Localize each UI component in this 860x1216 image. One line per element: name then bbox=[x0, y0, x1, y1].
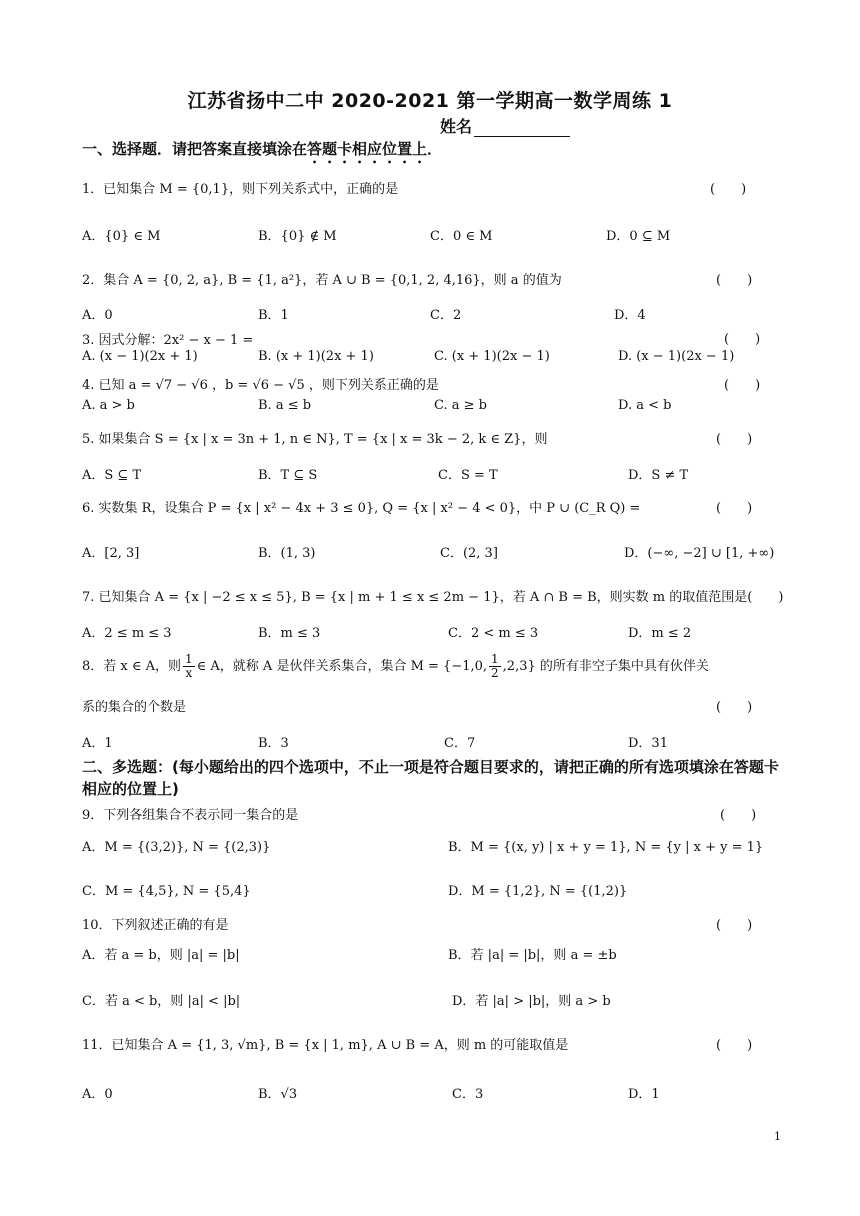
q3-option-d: D. (x − 1)(2x − 1) bbox=[618, 349, 735, 364]
q2-option-c: C．2 bbox=[430, 308, 462, 323]
q8-option-c: C．7 bbox=[444, 736, 476, 751]
q5-option-c: C．S = T bbox=[438, 468, 498, 483]
q6-option-b: B．(1, 3) bbox=[258, 546, 316, 561]
question-2-stem: 2．集合 A = {0, 2, a}, B = {1, a²}，若 A ∪ B = {0,1, 2, 4,16}，则 a 的值为 bbox=[82, 273, 562, 288]
question-9-stem: 9．下列各组集合不表示同一集合的是 bbox=[82, 808, 299, 823]
q9-option-d: D．M = {1,2}, N = {(1,2)} bbox=[448, 884, 628, 899]
question-8-stem: 8．若 x ∈ A，则 $\frac{1}{x}$ ∈ A，就称 A 是伙伴关系集合，集合 M = {−1,0, $\frac{1}{2}$ ,2,3} 的所有非空子集中具有伙伴关 bbox=[82, 652, 709, 680]
name-blank-line[interactable] bbox=[474, 122, 570, 137]
answer-paren-6[interactable]: ( ) bbox=[716, 501, 753, 516]
question-7-stem: 7. 已知集合 A = {x | −2 ≤ x ≤ 5}, B = {x | m + 1 ≤ x ≤ 2m − 1}，若 A ∩ B = B，则实数 m 的取值范围是( ) bbox=[82, 590, 784, 605]
question-5-stem: 5. 如果集合 S = {x | x = 3n + 1, n ∈ N}, T = {x | x = 3k − 2, k ∈ Z}，则 bbox=[82, 432, 548, 447]
q7-option-d: D．m ≤ 2 bbox=[628, 626, 692, 641]
q2-option-a: A．0 bbox=[82, 308, 113, 323]
q3-option-c: C. (x + 1)(2x − 1) bbox=[434, 349, 550, 364]
q2-option-b: B．1 bbox=[258, 308, 289, 323]
q4-option-c: C. a ≥ b bbox=[434, 398, 487, 413]
question-8-stem-line2: 系的集合的个数是 bbox=[82, 700, 187, 715]
q7-option-c: C．2 < m ≤ 3 bbox=[448, 626, 539, 641]
q9-option-b: B．M = {(x, y) | x + y = 1}, N = {y | x + y = 1} bbox=[448, 840, 764, 855]
q8-option-b: B．3 bbox=[258, 736, 289, 751]
q8-option-d: D．31 bbox=[628, 736, 668, 751]
q1-option-d: D．0 ⊆ M bbox=[606, 229, 671, 244]
question-4-stem: 4. 已知 a = √7 − √6 ，b = √6 − √5 ，则下列关系正确的是 bbox=[82, 378, 439, 393]
answer-paren-5[interactable]: ( ) bbox=[716, 432, 753, 447]
q6-option-d: D．(−∞, −2] ∪ [1, +∞) bbox=[624, 546, 775, 561]
answer-paren-8[interactable]: ( ) bbox=[716, 700, 753, 715]
q9-option-c: C．M = {4,5}, N = {5,4} bbox=[82, 884, 251, 899]
q5-option-a: A．S ⊆ T bbox=[82, 468, 142, 483]
q11-option-d: D．1 bbox=[628, 1087, 660, 1102]
q11-option-a: A．0 bbox=[82, 1087, 113, 1102]
question-11-stem: 11．已知集合 A = {1, 3, √m}, B = {x | 1, m}, A ∪ B = A，则 m 的可能取值是 bbox=[82, 1038, 569, 1053]
q11-option-b: B．√3 bbox=[258, 1087, 298, 1102]
q4-option-d: D. a < b bbox=[618, 398, 672, 413]
page-number: 1 bbox=[774, 1130, 781, 1143]
answer-paren-11[interactable]: ( ) bbox=[716, 1038, 753, 1053]
answer-paren-1[interactable]: ( ) bbox=[710, 182, 747, 197]
q1-option-a: A．{0} ∈ M bbox=[82, 229, 161, 244]
q2-option-d: D．4 bbox=[614, 308, 646, 323]
question-6-stem: 6. 实数集 R，设集合 P = {x | x² − 4x + 3 ≤ 0}, Q = {x | x² − 4 < 0}，中 P ∪ (C_R Q) = bbox=[82, 501, 641, 516]
answer-paren-3[interactable]: ( ) bbox=[724, 332, 761, 347]
section-2-heading: 二、多选题：(每小题给出的四个选项中，不止一项是符合题目要求的，请把正确的所有选项填涂在答题卡相应的位置上) bbox=[82, 758, 779, 798]
page-title: 江苏省扬中二中 2020-2021 第一学期高一数学周练 1 bbox=[187, 90, 673, 112]
answer-paren-9[interactable]: ( ) bbox=[720, 808, 757, 823]
q7-option-a: A．2 ≤ m ≤ 3 bbox=[82, 626, 172, 641]
q11-option-c: C．3 bbox=[452, 1087, 484, 1102]
q6-option-c: C．(2, 3] bbox=[440, 546, 498, 561]
name-field bbox=[440, 114, 570, 137]
q3-option-a: A. (x − 1)(2x + 1) bbox=[82, 349, 198, 364]
q3-option-b: B. (x + 1)(2x + 1) bbox=[258, 349, 374, 364]
answer-paren-2[interactable]: ( ) bbox=[716, 273, 753, 288]
section-1-heading: 一、选择题．请把答案直接填涂在答题卡相应位置上． bbox=[82, 140, 443, 158]
q1-option-b: B．{0} ∉ M bbox=[258, 229, 337, 244]
q10-option-d: D．若 |a| > |b|，则 a > b bbox=[452, 994, 611, 1009]
question-10-stem: 10．下列叙述正确的有是 bbox=[82, 918, 229, 933]
q10-option-c: C．若 a < b，则 |a| < |b| bbox=[82, 994, 241, 1009]
q8-option-a: A．1 bbox=[82, 736, 113, 751]
q1-option-c: C．0 ∈ M bbox=[430, 229, 493, 244]
q10-option-a: A．若 a = b，则 |a| = |b| bbox=[82, 948, 240, 963]
q10-option-b: B．若 |a| = |b|，则 a = ±b bbox=[448, 948, 617, 963]
fraction-1-over-2: $\frac{1}{2}$ bbox=[491, 652, 499, 680]
fraction-1-over-x: $\frac{1}{x}$ bbox=[185, 652, 193, 680]
answer-paren-10[interactable]: ( ) bbox=[716, 918, 753, 933]
emphasized-text: 答题卡相应位置上 bbox=[307, 140, 428, 158]
q6-option-a: A．[2, 3] bbox=[82, 546, 140, 561]
q4-option-b: B. a ≤ b bbox=[258, 398, 312, 413]
answer-paren-4[interactable]: ( ) bbox=[724, 378, 761, 393]
name-label: 姓名 bbox=[440, 117, 473, 136]
question-3-stem: 3. 因式分解：2x² − x − 1 = bbox=[82, 333, 254, 348]
q5-option-b: B．T ⊆ S bbox=[258, 468, 318, 483]
q5-option-d: D．S ≠ T bbox=[628, 468, 689, 483]
q7-option-b: B．m ≤ 3 bbox=[258, 626, 321, 641]
q4-option-a: A. a > b bbox=[82, 398, 135, 413]
question-1-stem: 1．已知集合 M = {0,1}，则下列关系式中，正确的是 bbox=[82, 182, 399, 197]
q9-option-a: A．M = {(3,2)}, N = {(2,3)} bbox=[82, 840, 271, 855]
